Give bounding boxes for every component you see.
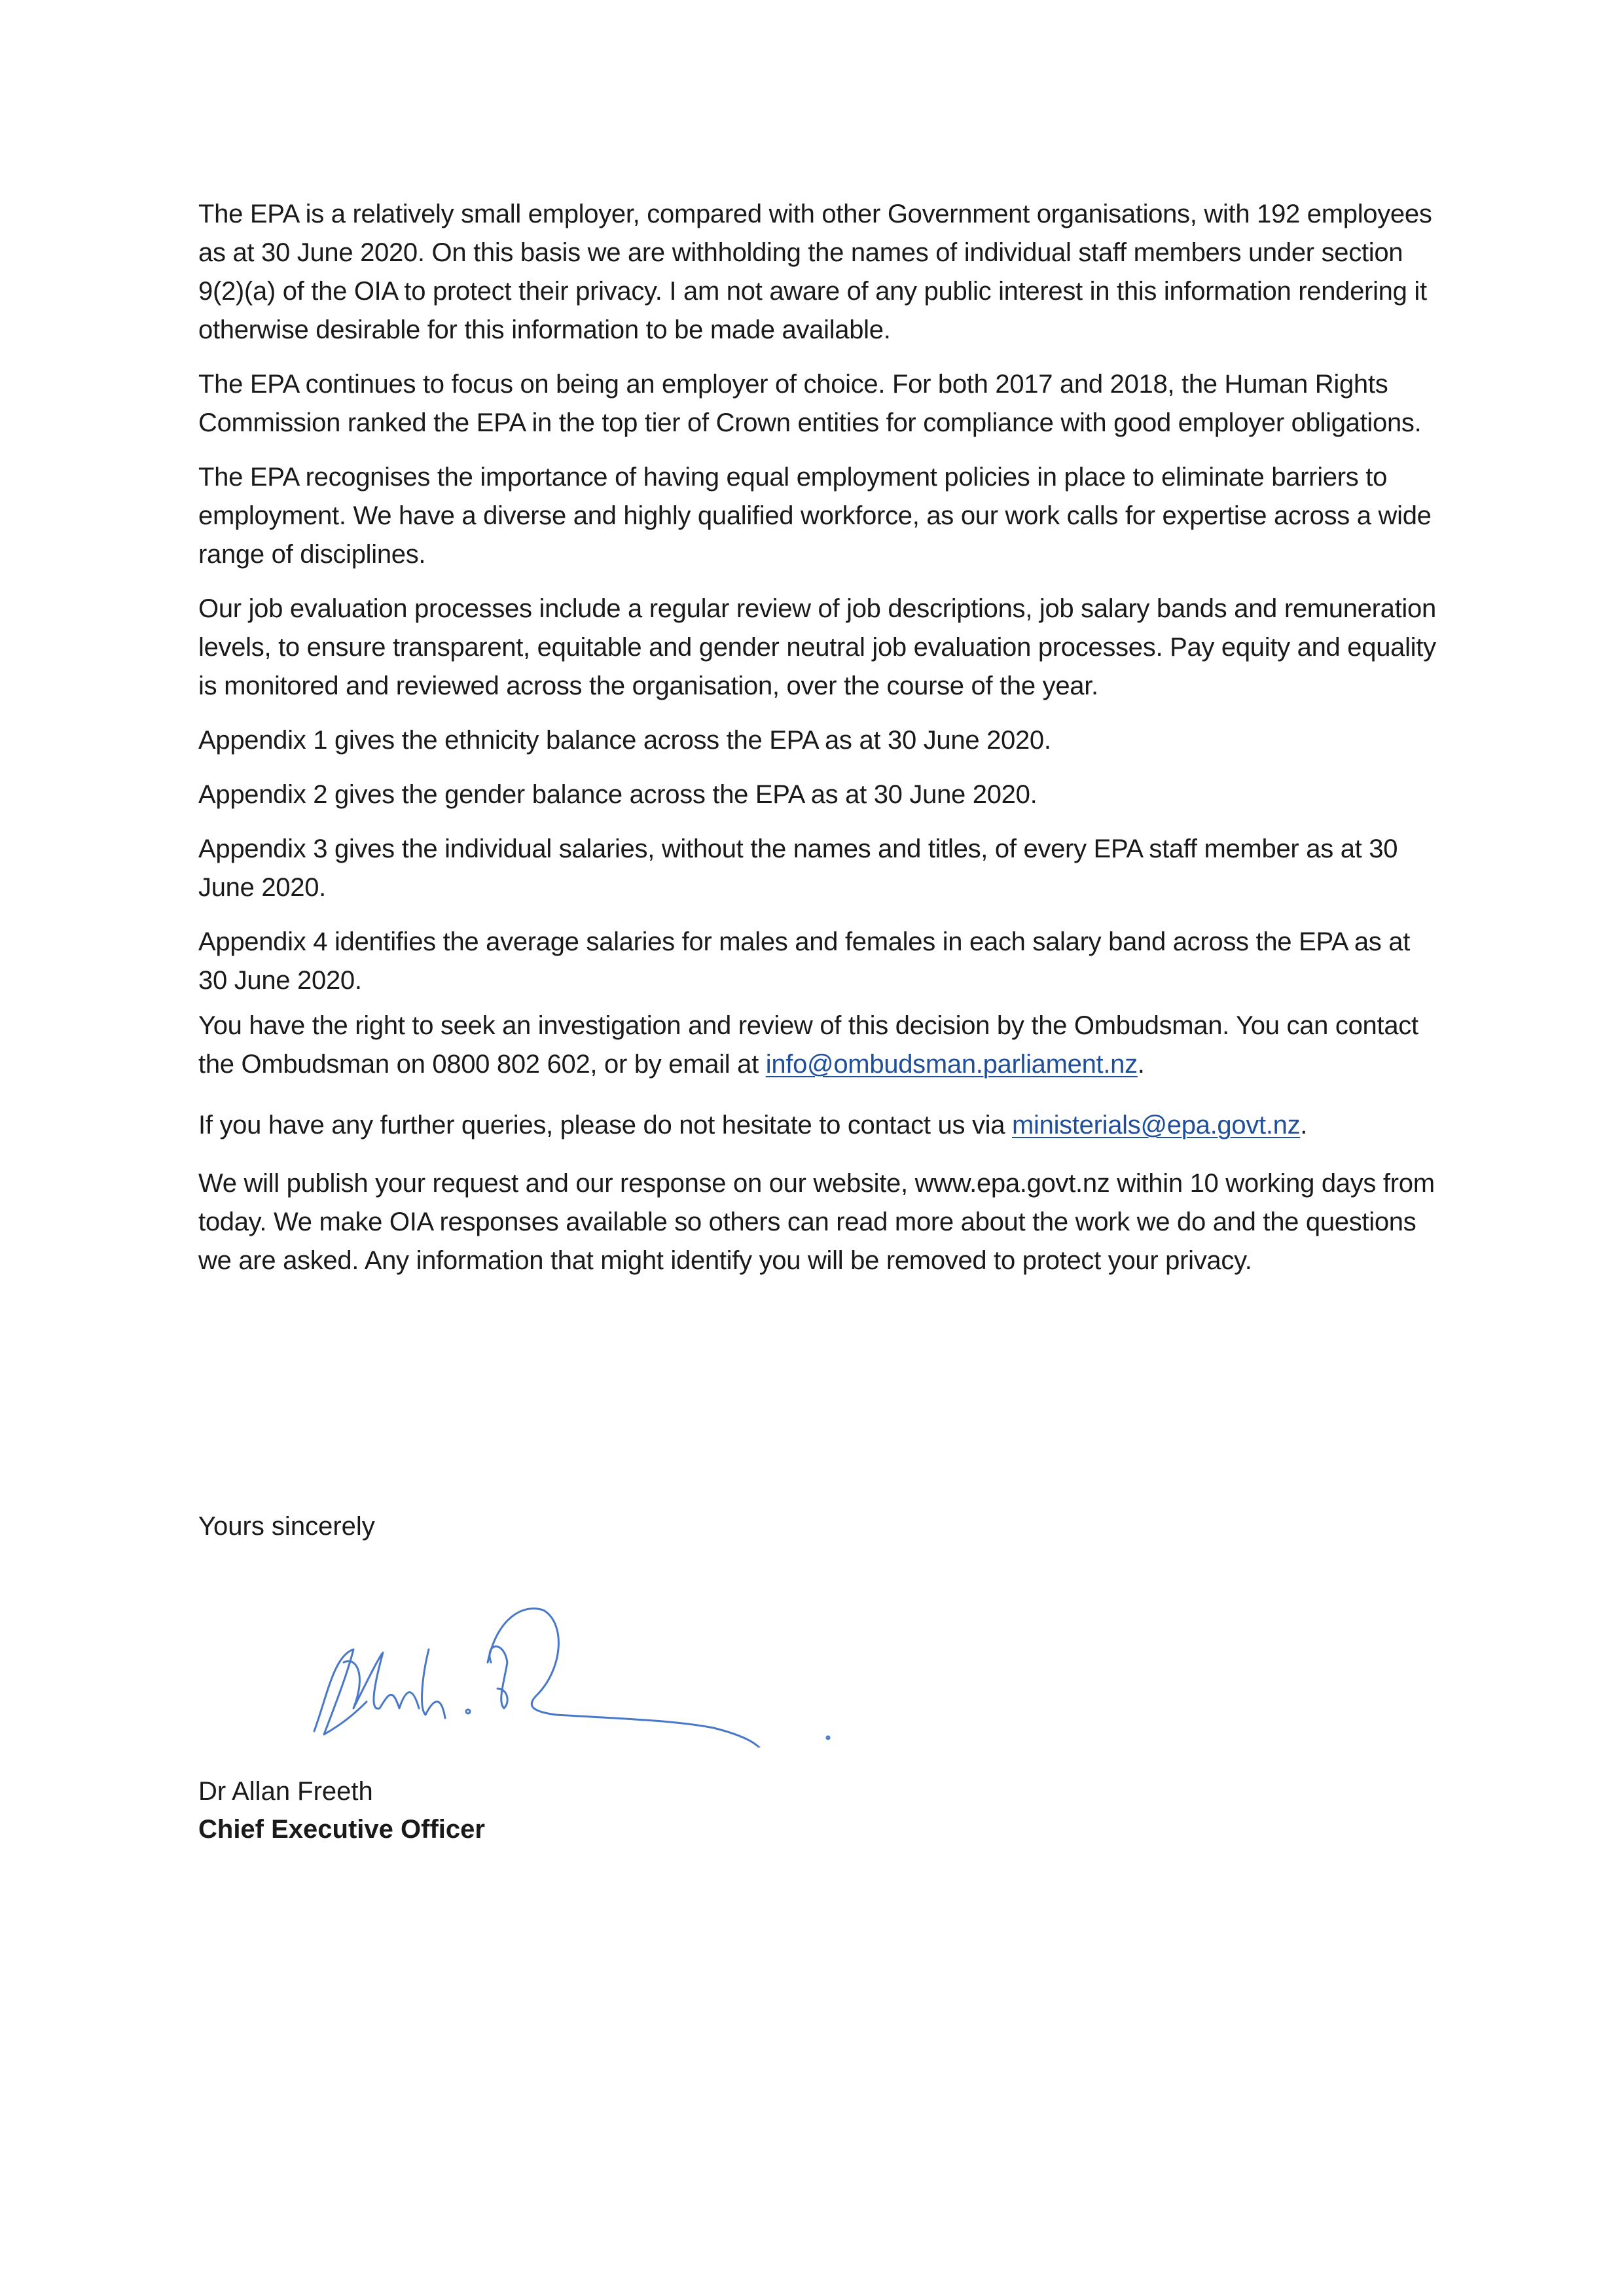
paragraph-appendix-3: Appendix 3 gives the individual salaries, without the names and titles, of every EPA staff member as at 30 June 2020. — [198, 834, 1398, 902]
signature-image — [308, 1577, 897, 1748]
signer-title: Chief Executive Officer — [198, 1815, 485, 1844]
paragraph-equal-employment: The EPA recognises the importance of having equal employment policies in place to eliminate barriers to employment. We have a diverse and highly qualified workforce, as our work calls for expertise across a wide range of disciplines. — [198, 463, 1432, 569]
signer-name: Dr Allan Freeth — [198, 1777, 373, 1806]
ombudsman-period: . — [1137, 1050, 1145, 1079]
queries-period: . — [1300, 1111, 1308, 1139]
queries-text: If you have any further queries, please do not hesitate to contact us via — [198, 1111, 1013, 1139]
ministerials-email-link[interactable]: ministerials@epa.govt.nz — [1012, 1111, 1301, 1139]
ombudsman-text: You have the right to seek an investigation and review of this decision by the Ombudsman. You can contact the Ombudsman on 0800 802 602, or by email at — [198, 1011, 1418, 1079]
signer-block — [198, 1772, 485, 1848]
paragraph-publish: We will publish your request and our response on our website, www.epa.govt.nz within 10 working days from today. We make OIA responses available so others can read more about the work we do and the questions we are asked. Any information that might identify you will be removed to protect your privacy. — [198, 1169, 1435, 1275]
paragraph-appendix-4: Appendix 4 identifies the average salaries for males and females in each salary band across the EPA as at 30 June 2020. — [198, 927, 1411, 995]
letter-body — [198, 195, 1442, 1296]
paragraph-appendix-2: Appendix 2 gives the gender balance across the EPA as at 30 June 2020. — [198, 780, 1038, 809]
ombudsman-email-link[interactable]: info@ombudsman.parliament.nz — [765, 1050, 1138, 1079]
paragraph-queries — [198, 1106, 1442, 1145]
closing-salutation: Yours sincerely — [198, 1512, 375, 1541]
paragraph-employer-of-choice: The EPA continues to focus on being an employer of choice. For both 2017 and 2018, the Human Rights Commission ranked the EPA in the top tier of Crown entities for compliance with good employer obligations. — [198, 370, 1422, 437]
paragraph-appendix-1: Appendix 1 gives the ethnicity balance across the EPA as at 30 June 2020. — [198, 726, 1051, 755]
paragraph-staff-privacy: The EPA is a relatively small employer, compared with other Government organisations, with 192 employees as at 30 June 2020. On this basis we are withholding the names of individual staff members under section 9(2)(a) of the OIA to protect their privacy. I am not aware of any public interest in this information rendering it otherwise desirable for this information to be made available. — [198, 200, 1432, 344]
paragraph-ombudsman — [198, 1007, 1442, 1084]
paragraph-job-evaluation: Our job evaluation processes include a regular review of job descriptions, job salary bands and remuneration levels, to ensure transparent, equitable and gender neutral job evaluation processes. Pay equity and equality is monitored and reviewed across the organisation, over the course of the year. — [198, 594, 1436, 700]
